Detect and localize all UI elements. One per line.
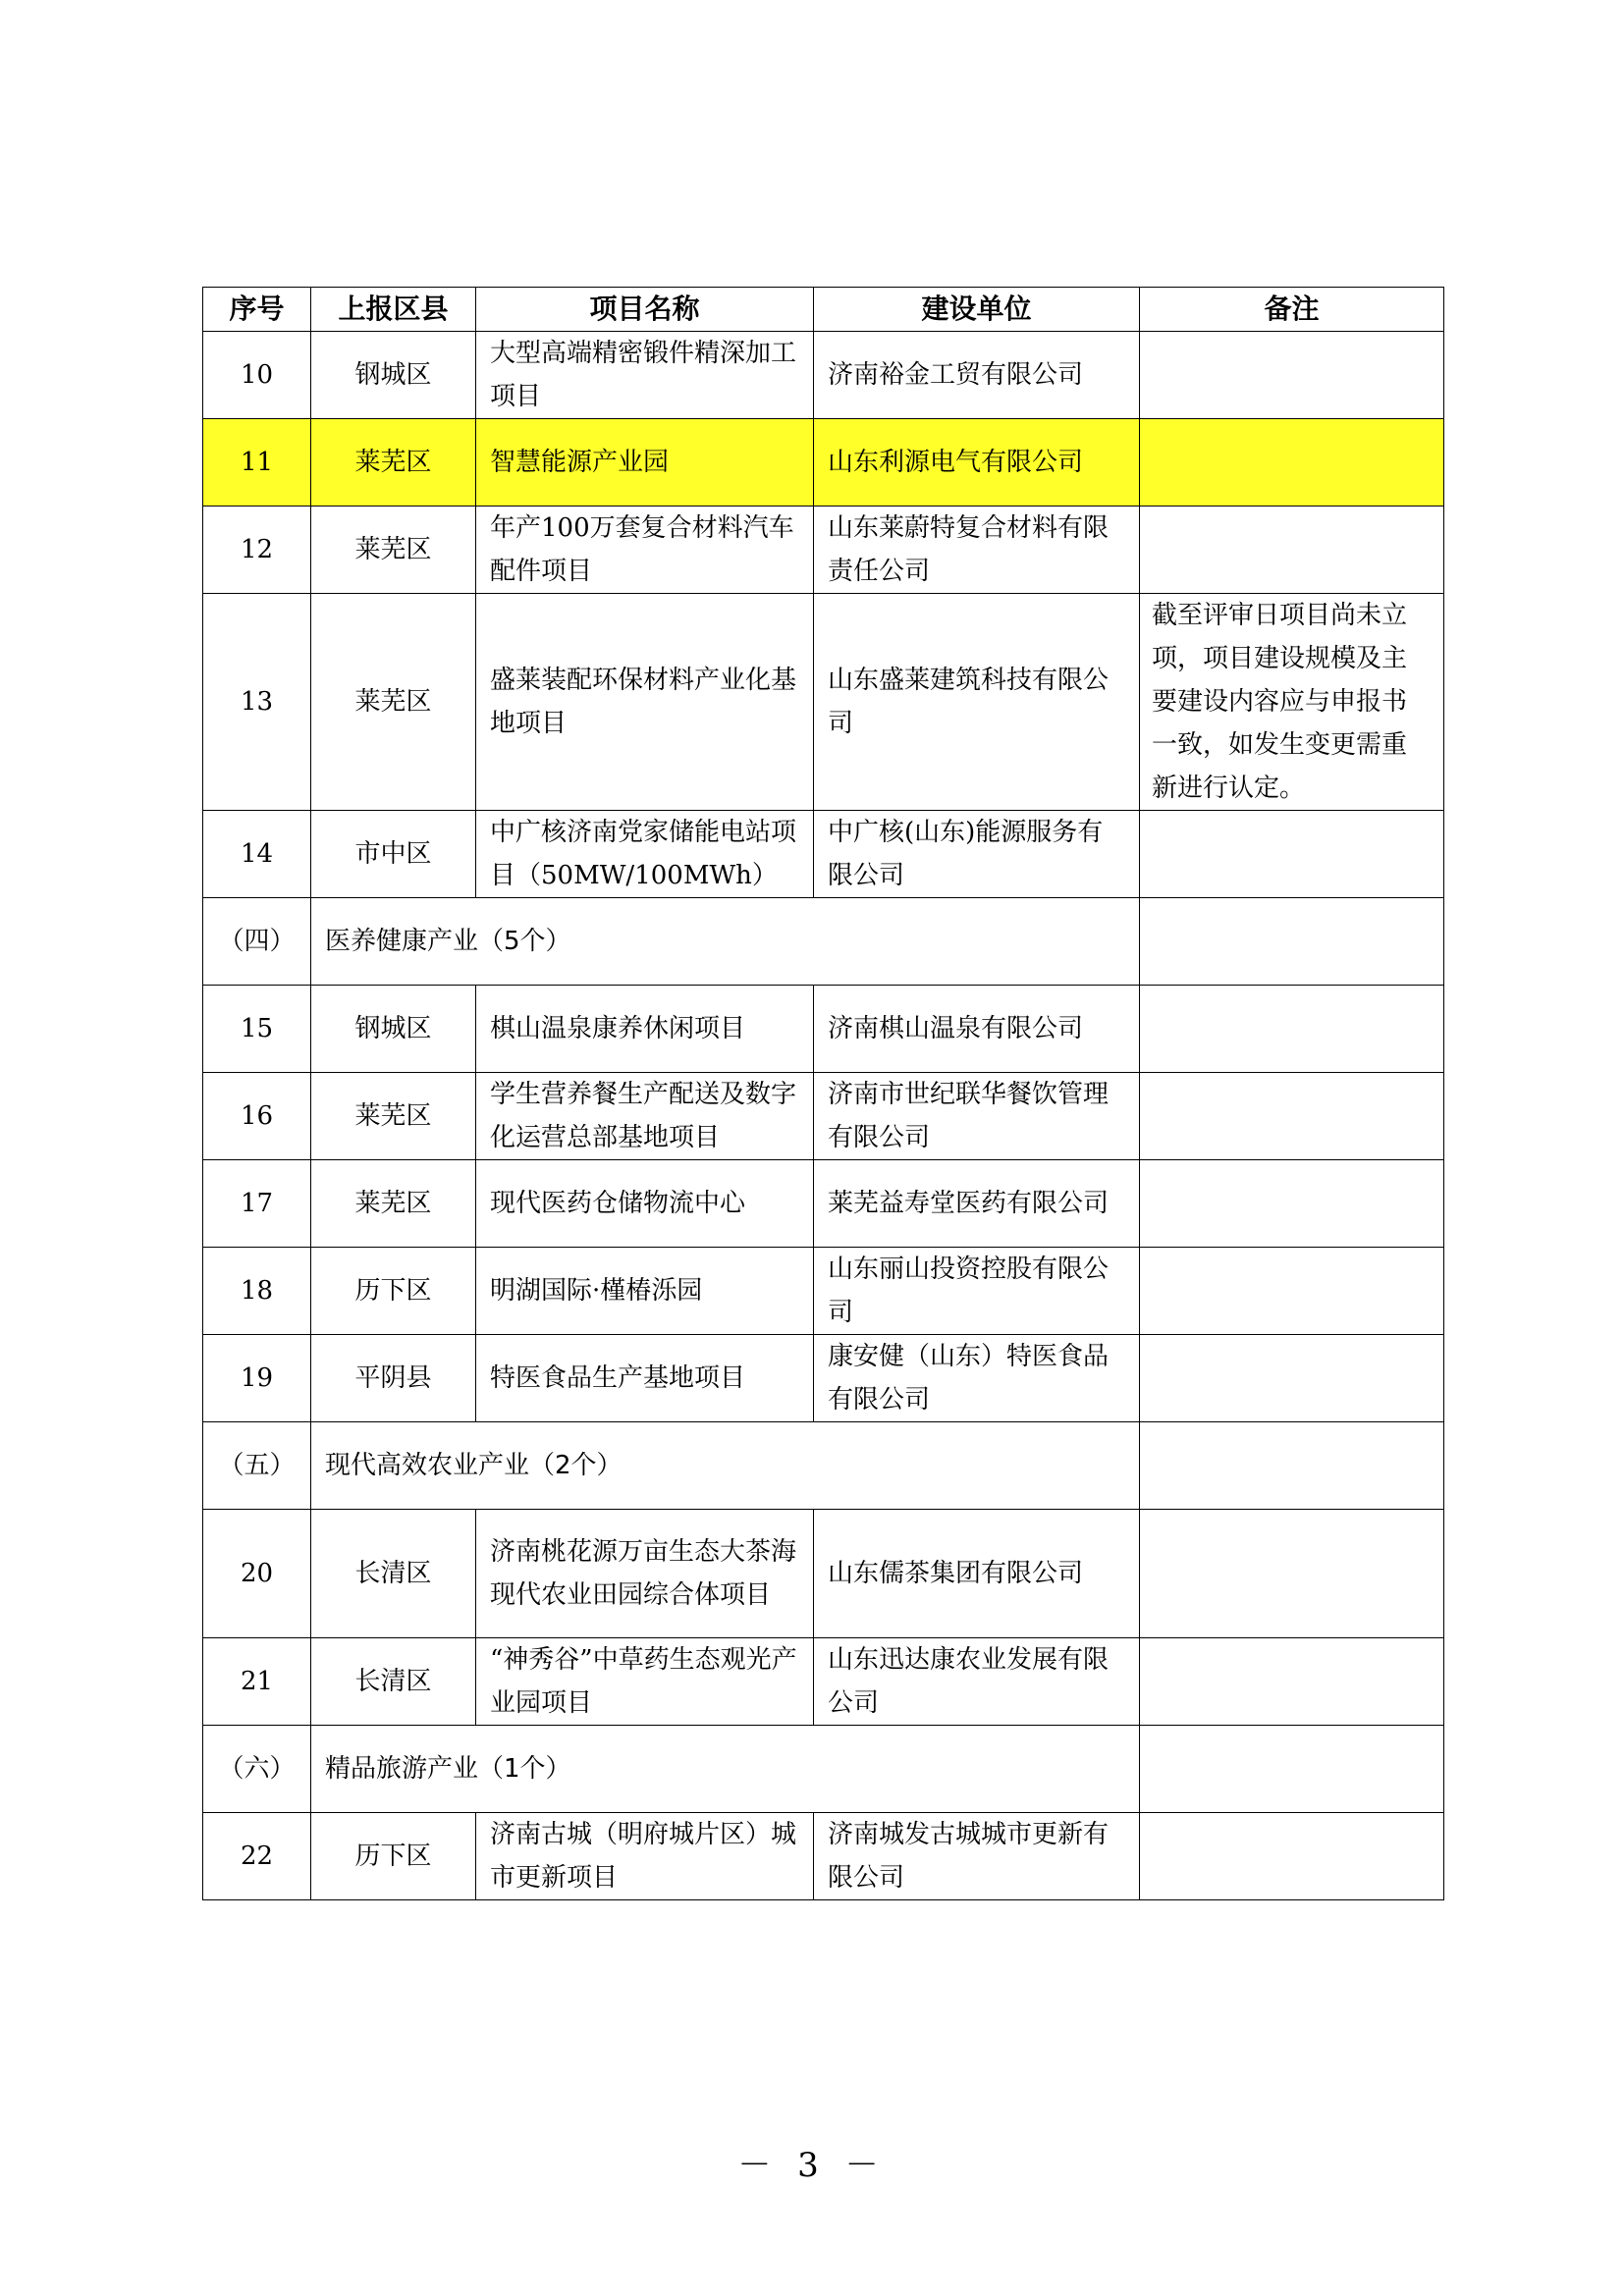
- row-project-name: 济南古城（明府城片区）城市更新项目: [476, 1813, 814, 1900]
- row-no: 17: [203, 1160, 311, 1248]
- row-no: 10: [203, 332, 311, 419]
- row-note: [1140, 419, 1444, 507]
- row-project-name: 中广核济南党家储能电站项目（50MW/100MWh）: [476, 811, 814, 898]
- table-row: [203, 1073, 1444, 1160]
- row-note: [1140, 1813, 1444, 1900]
- row-no: 21: [203, 1638, 311, 1726]
- row-builder: 山东丽山投资控股有限公司: [814, 1248, 1140, 1335]
- row-builder: 山东迅达康农业发展有限公司: [814, 1638, 1140, 1726]
- row-note: [1140, 1335, 1444, 1422]
- section-label: （六）: [203, 1726, 311, 1813]
- section-label: （五）: [203, 1422, 311, 1510]
- section-note: [1140, 1726, 1444, 1813]
- row-district: 平阴县: [311, 1335, 476, 1422]
- row-builder: 山东儒茶集团有限公司: [814, 1510, 1140, 1638]
- row-note: [1140, 507, 1444, 594]
- row-builder: 山东盛莱建筑科技有限公司: [814, 594, 1140, 811]
- row-no: 20: [203, 1510, 311, 1638]
- row-district: 钢城区: [311, 332, 476, 419]
- row-note: [1140, 1638, 1444, 1726]
- table-row-highlighted: [203, 419, 1444, 507]
- project-table: [202, 287, 1444, 1900]
- row-note: [1140, 1073, 1444, 1160]
- row-builder: 济南裕金工贸有限公司: [814, 332, 1140, 419]
- page-number: － 3 －: [737, 2146, 887, 2185]
- table-row: [203, 1510, 1444, 1638]
- row-district: 历下区: [311, 1813, 476, 1900]
- section-label: （四）: [203, 898, 311, 986]
- table-header-row: [203, 288, 1444, 332]
- row-project-name: 智慧能源产业园: [476, 419, 814, 507]
- row-district: 莱芜区: [311, 507, 476, 594]
- table-row: [203, 1160, 1444, 1248]
- table-row: [203, 1813, 1444, 1900]
- row-project-name: “神秀谷”中草药生态观光产业园项目: [476, 1638, 814, 1726]
- row-builder: 莱芜益寿堂医药有限公司: [814, 1160, 1140, 1248]
- row-note: [1140, 1160, 1444, 1248]
- row-builder: 康安健（山东）特医食品有限公司: [814, 1335, 1140, 1422]
- row-project-name: 学生营养餐生产配送及数字化运营总部基地项目: [476, 1073, 814, 1160]
- row-builder: 济南棋山温泉有限公司: [814, 986, 1140, 1073]
- row-project-name: 年产100万套复合材料汽车配件项目: [476, 507, 814, 594]
- table-row: [203, 332, 1444, 419]
- row-no: 19: [203, 1335, 311, 1422]
- row-note: [1140, 986, 1444, 1073]
- section-title: 医养健康产业（5个）: [311, 898, 1140, 986]
- header-project-name: 项目名称: [476, 288, 814, 332]
- table-row: [203, 507, 1444, 594]
- row-project-name: 明湖国际·槿椿泺园: [476, 1248, 814, 1335]
- table-row: [203, 594, 1444, 811]
- row-builder: 山东莱蔚特复合材料有限责任公司: [814, 507, 1140, 594]
- row-project-name: 棋山温泉康养休闲项目: [476, 986, 814, 1073]
- row-project-name: 现代医药仓储物流中心: [476, 1160, 814, 1248]
- row-note: [1140, 1510, 1444, 1638]
- row-builder: 济南城发古城城市更新有限公司: [814, 1813, 1140, 1900]
- row-district: 莱芜区: [311, 594, 476, 811]
- row-note: 截至评审日项目尚未立项，项目建设规模及主要建设内容应与申报书一致，如发生变更需重新进行认定。: [1140, 594, 1444, 811]
- row-no: 14: [203, 811, 311, 898]
- section-row: [203, 1422, 1444, 1510]
- row-district: 长清区: [311, 1510, 476, 1638]
- section-title: 精品旅游产业（1个）: [311, 1726, 1140, 1813]
- row-project-name: 盛莱装配环保材料产业化基地项目: [476, 594, 814, 811]
- row-district: 莱芜区: [311, 1073, 476, 1160]
- section-note: [1140, 898, 1444, 986]
- table-row: [203, 1248, 1444, 1335]
- row-no: 16: [203, 1073, 311, 1160]
- row-district: 市中区: [311, 811, 476, 898]
- row-no: 15: [203, 986, 311, 1073]
- row-note: [1140, 811, 1444, 898]
- row-note: [1140, 332, 1444, 419]
- row-builder: 山东利源电气有限公司: [814, 419, 1140, 507]
- section-row: [203, 1726, 1444, 1813]
- header-note: 备注: [1140, 288, 1444, 332]
- row-no: 12: [203, 507, 311, 594]
- row-district: 钢城区: [311, 986, 476, 1073]
- header-serial: 序号: [203, 288, 311, 332]
- row-project-name: 大型高端精密锻件精深加工项目: [476, 332, 814, 419]
- row-district: 莱芜区: [311, 419, 476, 507]
- row-no: 13: [203, 594, 311, 811]
- table-row: [203, 811, 1444, 898]
- row-builder: 济南市世纪联华餐饮管理有限公司: [814, 1073, 1140, 1160]
- row-district: 历下区: [311, 1248, 476, 1335]
- row-district: 莱芜区: [311, 1160, 476, 1248]
- row-project-name: 济南桃花源万亩生态大茶海现代农业田园综合体项目: [476, 1510, 814, 1638]
- row-builder: 中广核(山东)能源服务有限公司: [814, 811, 1140, 898]
- table-row: [203, 1335, 1444, 1422]
- table-row: [203, 986, 1444, 1073]
- section-title: 现代高效农业产业（2个）: [311, 1422, 1140, 1510]
- header-district: 上报区县: [311, 288, 476, 332]
- header-builder: 建设单位: [814, 288, 1140, 332]
- row-project-name: 特医食品生产基地项目: [476, 1335, 814, 1422]
- row-district: 长清区: [311, 1638, 476, 1726]
- row-note: [1140, 1248, 1444, 1335]
- row-no: 22: [203, 1813, 311, 1900]
- row-no: 11: [203, 419, 311, 507]
- section-note: [1140, 1422, 1444, 1510]
- table-row: [203, 1638, 1444, 1726]
- row-no: 18: [203, 1248, 311, 1335]
- section-row: [203, 898, 1444, 986]
